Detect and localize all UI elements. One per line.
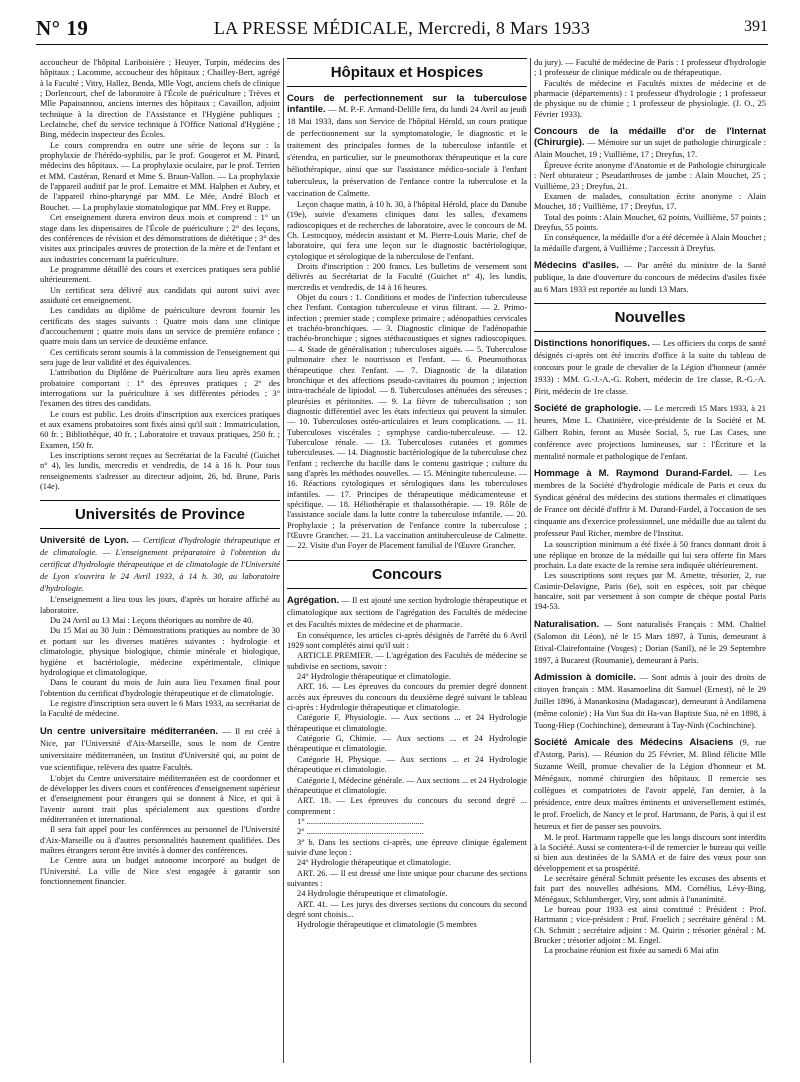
paragraph: M. le prof. Hartmann rappelle que les longs discours sont interdits à la Société. Aussi se contentera-t-il de remercier le bureau qui veille si bien aux destinées de la SAMA et de faire des vœux pour son développement et sa prospérité. [534, 832, 766, 873]
article-title: Admission à domicile. [534, 670, 636, 682]
article-lead: — Il est créé à Nice, par l'Université d'Aix-Marseille, sous le nom de Centre universitaire méditerranéen, un Institut d'Université qui, au point de vue scientifique, relèvera des quatre Facultés. [40, 726, 280, 772]
article-title: Société de graphologie. [534, 402, 641, 414]
paragraph: Droits d'inscription : 200 francs. Les bulletins de versement sont délivrés au Secrétariat de la Faculté (Guichet n° 4), les lundis, mercredis et vendredis, de 14 à 16 heures. [287, 262, 527, 292]
paragraph: Il sera fait appel pour les conférences au personnel de l'Université d'Aix-Marseille ou à d'autres personnalités hautement qualifiées. Des maîtres étrangers seront être invités à donner des conférences. [40, 825, 280, 855]
article-title: Distinctions honorifiques. [534, 337, 650, 349]
paragraph: 24° Hydrologie thérapeutique et climatologie. [297, 858, 451, 868]
paragraph: Le secrétaire général Schmitt présente les excuses des absents et fait part des nouvelles adhésions. MM. Cornélius, Lévy-Bing, Ménégaux, Schlumberger, Viry, sont admis à l'unanimité. [534, 873, 766, 904]
paragraph: Les candidats au diplôme de puériculture devront fournir les certificats des stages suivants : Quatre mois dans une clinique d'accouchement ; quatre mois dans un service de première enfance ; quatre mois dans un service de deuxième enfance. [40, 306, 280, 347]
paragraph: Cet enseignement durera environ deux mois et comprend : 1° un stage dans les dispensaires de l'École de puériculture ; 2° des leçons, des conférences de révision et des démonstrations de diététique ; 3° des visites aux principales œuvres de protection de la mère et de l'enfant et aux industries concernant la puériculture. [40, 213, 280, 264]
paragraph: 2° ........................................................ [297, 827, 424, 837]
paragraph: Le cours comprendra en outre une série de leçons sur : la prophylaxie de l'hérédo-syphilis, par le prof. Gougerot et M. Pinard, médecins des hôpitaux. — La prophylaxie oculaire, par le prof. Terrien et MM. Castéran, Renard et Mme S. Braun-Vallon. — La prophylaxie de l'appareil auditif par le prof. Lemaitre et MM. Halphen et Aubry, et de l'appareil rhino-pharyngé par MM. Le Mée, André Bloch et Bouchet. — La prophylaxie stomatologique par MM. Frey et Ruppe. [40, 140, 280, 212]
article-lead: — Par arrêté du ministre de la Santé publique, la date d'ouverture du concours de médecins d'asiles fixée au 6 Mars 1933 est reportée au lundi 13 Mars. [534, 261, 766, 295]
paragraph: 24 Hydrologie thérapeutique et climatologie. [297, 889, 448, 899]
paragraph: Le Centre aura un budget autonome incorporé au budget de l'Université. La ville de Nice s'est engagée à garantir son fonctionnement financier. [40, 856, 280, 886]
article-title: Agrégation. [287, 593, 340, 605]
article-lead: (9, rue d'Astorg, Paris). — Réunion du 25 Février, M. Blind félicite Mlle Suzanne Weill, promue chevalier de la Légion d'honneur et M. Ménégaux, nommé chirurgien des hôpitaux. Il remercie ses collègues et compatriotes de l'avoir appelé, l'an dernier, à la présidence, entre deux maîtres éminents et universellement estimés, le prof. Froelich, de Nancy et le prof. Hartmann, de Paris, à qui il est heureux et fier de passer ses pouvoirs. [534, 737, 766, 831]
article-naturalisation [534, 618, 766, 666]
article-medaille-or [534, 125, 766, 160]
paragraph: Leçon chaque matin, à 10 h. 30, à l'hôpital Hérold, place du Danube (19e), suivie d'examens cliniques dans les salles, d'examens radioscopiques et de recherches de laboratoire, avec le concours de M. Ch. Lestocquoy, médecin assistant et M. Pierre-Louis Marie, chef de laboratoire, qui fera une leçon sur le diagnostic bactériologique, cytologique et sérologique de la tuberculose de l'enfant. [287, 200, 527, 261]
section-title-universites-province: Universités de Province [40, 500, 280, 529]
paragraph: En conséquence, les articles ci-après désignés de l'arrêté du 6 Avril 1929 sont complétés ainsi qu'il suit : [287, 630, 527, 651]
article-lead: — Sont naturalisés Français : MM. Chaltiel (Salomon dit Léon), né le 15 Mars 1897, à Tunis, demeurant à Etival-Clairefontaine (Vosges) ; Dorian (Sanil), né le 29 Septembre 1897, à Bucarest (Roumanie), demeurant à Paris. [534, 619, 766, 665]
paragraph: Catégorie H, Physique. — Aux sections ... et 24 Hydrologie thérapeutique et climatologie. [287, 754, 527, 775]
article-title: Concours de la médaille d'or de l'Internat (Chirurgie). [534, 125, 766, 148]
article-title: Un centre universitaire méditerranéen. [40, 724, 219, 736]
paragraph: 3° b. Dans les sections ci-après, une épreuve clinique également suivie d'une leçon : [287, 837, 527, 857]
section-title-nouvelles: Nouvelles [534, 303, 766, 332]
article-title: Société Amicale des Médecins Alsaciens [534, 735, 734, 747]
column-middle [287, 58, 527, 1066]
paragraph: La prochaine réunion est fixée au samedi 6 Mai afin [544, 946, 719, 956]
article-admission [534, 671, 766, 731]
masthead [36, 14, 768, 45]
paragraph: Le programme détaillé des cours et exercices pratiques sera publié ultérieurement. [40, 264, 280, 285]
article-distinctions [534, 337, 766, 397]
paragraph: ART. 16. — Les épreuves du concours du premier degré donnent accès aux épreuves du concours du deuxième degré suivant le tableau ci-après : Hydrologie thérapeutique et climatologie. [287, 682, 527, 713]
article-agregation [287, 594, 527, 630]
paragraph: Objet du cours : 1. Conditions et modes de l'infection tuberculeuse chez l'enfant. Contagion tuberculeuse et virus filtrant. — 2. Primo-infection ; premier stade ; complexe primaire ; adénopathies cervicales et trachéo-bronchiques. — 3. Diagnostic clinique de l'adénopathie trachéo-bronchique ; signes stéthacoustiques et signes radioscopiques. — 4. Stade de généralisation ; tuberculoses aiguës. — 5. Tuberculose pulmonaire chez le nourrisson et l'enfant. — 6. Pneumothorax thérapeutique chez l'enfant. — 7. Diagnostic de la dilatation bronchique et des affections pseudo-cavitaires du poumon ; injection intra-trachéale de lipiodol. — 8. Tuberculoses atténuées des séreuses ; pleurésies et péritonites. — 9. La fièvre de tuberculisation ; son diagnostic différentiel avec les états infectieux qui peuvent la simuler. — 10. Tuberculoses ostéo-articulaires et leurs complications. — 11. Tuberculoses viscérales ; symphyse cardio-tuberculeuse. — 12. Tuberculose rénale. — 13. Tuberculoses cutanées et gommes tuberculeuses. — 14. Diagnostic bactériologique de la tuberculose chez l'enfant ; recherche du bacille dans le contenu gastrique ; culture du sang d'après les méthodes nouvelles. — 15. Méningite tuberculeuse. — 16. Réactions cytologiques et sérologiques dans les tuberculoses infantiles. — 17. Principes de thérapeutique médicamenteuse et spécifique. — 18. Héliothérapie et thalassothérapie. — 19. Rôle de l'assistance sociale dans la lutte contre la tuberculose infantile. — 20. Prophylaxie ; la préservation de l'enfance contre la tuberculose ; l'Œuvre Grancher. — 21. La vaccination antituberculeuse de Calmette. — 22. Visite d'un Foyer de Placement familial de l'Œuvre Grancher. [287, 293, 527, 551]
article-lead: — Certificat d'hydrologie thérapeutique et de climatologie. — L'enseignement préparatoire à l'obtention du certificat d'hydrologie thérapeutique et de climatologie de l'Université de Lyon s'ouvrira le 24 Avril 1933, à 14 h. 30, au laboratoire d'hydrologie. [40, 536, 280, 594]
paragraph: Catégorie G, Chimie. — Aux sections ... et 24 Hydrologie thérapeutique et climatologie. [287, 734, 527, 754]
paragraph: Dans le courant du mois de Juin aura lieu l'examen final pour l'obtention du certificat d'hydrologie thérapeutique et de climatologie. [40, 678, 280, 698]
page-number: 391 [744, 18, 768, 35]
article-title: Université de Lyon. [40, 534, 129, 546]
article-lead: — Le mercredi 15 Mars 1933, à 21 heures, Mme L. Chatinière, vice-présidente de la Société et M. Gilbert Robin, feront au Musée Social, 5, rue Las Cases, une conférence avec projections lumineuses, sur : l'Écriture et la mentalité normale et pathologique de l'enfant. [534, 404, 766, 462]
paragraph: Les inscriptions seront reçues au Secrétariat de la Faculté (Guichet n° 4), les lundis, mercredis et vendredis, de 14 à 16 h. Pour tous renseignements s'adresser au directeur adjoint, 26, bd. Brune, Paris (14e). [40, 451, 280, 492]
paragraph: Du 15 Mai au 30 Juin : Démonstrations pratiques au nombre de 30 et portant sur les diverses matières suivantes : hydrologie et climatologie, physique biologique, chimie minérale et biologique, hygiène et bactériologie, médecine expérimentale, clinique hydrologique et climatologique. [40, 626, 280, 677]
paragraph: Le registre d'inscription sera ouvert le 6 Mars 1933, au secrétariat de la Faculté de médecine. [40, 698, 280, 719]
paragraph: accoucheur de l'hôpital Lariboisière ; Heuyer, Turpin, médecins des hôpitaux ; Lacomme, accoucheur des hôpitaux ; Chailley-Bert, agrégé à la Faculté ; Vitry, Hallez, Benda, Mlle Vogt, anciens chefs de clinique ; Dorlencourt, chef de laboratoire à l'École de puériculture ; Trèves et Mlle Papaioannou, anciens internes des hôpitaux ; Cavaillon, adjoint technique à la direction de l'Assistance et l'Hygiène publiques ; Leclainche, chef du service technique à l'Office National d'Hygiène ; Bing, médecin inspecteur des Écoles. [40, 58, 280, 140]
column-left [40, 58, 280, 1066]
paragraph: Total des points : Alain Mouchet, 62 points, Vuillième, 57 points ; Dreyfus, 55 points. [534, 212, 766, 233]
issue-number: N° 19 [36, 16, 89, 40]
paragraph: 24° Hydrologie thérapeutique et climatologie. [297, 672, 451, 682]
paragraph: Le cours est public. Les droits d'inscription aux exercices pratiques et aux examens probatoires sont fixés ainsi qu'il suit : Immatriculation, 60 fr. ; Bibliothèque, 40 fr. ; Laboratoire et travaux pratiques, 250 fr. ; Examen, 150 fr. [40, 409, 280, 450]
article-medecins-alsaciens [534, 736, 766, 832]
article-title: Naturalisation. [534, 617, 600, 629]
paragraph: ART. 41. — Les jurys des diverses sections du concours du second degré sont choisis... [287, 899, 527, 919]
paragraph: Examen de malades, consultation écrite anonyme : Alain Mouchet, 18 ; Vuillième, 17 ; Dreyfus, 17. [534, 192, 766, 212]
paragraph: Ces certificats seront soumis à la commission de l'enseignement qui sera juge de leur validité et des équivalences. [40, 347, 280, 367]
article-title: Hommage à M. Raymond Durand-Fardel. [534, 467, 733, 479]
paragraph: Le bureau pour 1933 est ainsi constitué : Président : Prof. Hartmann ; vice-président : Prof. Froelich ; secrétaire général : M. Ch. Schmitt ; secrétaire adjoint : M. Quirin ; trésorier général : M. Brucker ; trésorier adjoint : M. Engel. [534, 904, 766, 945]
paragraph: Facultés de médecine et Facultés mixtes de médecine et de pharmacie (départements) : 1 professeur d'hydrologie ; 1 professeur de physique ou de chimie ; 1 professeur de physiologie. (J. O., 25 Février 1933). [534, 78, 766, 119]
paragraph: 1° ........................................................ [297, 816, 424, 826]
paragraph: Catégorie F, Physiologie. — Aux sections ... et 24 Hydrologie thérapeutique et climatologie. [287, 713, 527, 733]
section-title-hopitaux: Hôpitaux et Hospices [287, 58, 527, 87]
article-lead: — Les officiers du corps de santé désignés ci-après ont été inscrits d'office à la suite du tableau de concours pour le grade de chevalier de la Légion d'honneur (année 1933) : MM. G.-J.-A.-G. Robert, médecin de 1re classe, R.-G.-A. Pirit, médecin de 1re classe. [534, 339, 766, 397]
article-durand-fardel [534, 467, 766, 539]
article-lyon [40, 534, 280, 594]
paragraph: ARTICLE PREMIER. — L'agrégation des Facultés de médecine se subdivise en sections, savoir : [287, 651, 527, 671]
paragraph: ART. 26. — Il est dressé une liste unique pour chacune des sections suivantes : [287, 868, 527, 888]
column-rule [283, 58, 284, 1063]
paragraph: L'enseignement a lieu tous les jours, d'après un horaire affiché au laboratoire. [40, 595, 280, 615]
article-lead: — Mémoire sur un sujet de pathologie chirurgicale : Alain Mouchet, 19 ; Vuillième, 17 ; Dreyfus, 17. [534, 138, 766, 160]
article-title: Médecins d'asiles. [534, 259, 619, 271]
paragraph: Catégorie I, Médecine générale. — Aux sections ... et 24 Hydrologie thérapeutique et climatologie. [287, 775, 527, 795]
paragraph: Les souscriptions sont reçues par M. Arnette, trésorier, 2, rue Casimir-Delavigne, Paris (6e), soit en espèces, soit par chèque bancaire, soit par versement à son compte de chèque postal Paris 194-53. [534, 571, 766, 612]
article-lead: — Sont admis à jouir des droits de citoyen français : MM. Rasamoelina dit Samuel (Ernest), né le 29 Juillet 1896, à Manankosina (Madagascar), demeurant à Andilamena (même colonie) ; Ha Van Sua dit Ha-van Baptiste Sua, né en 1898, à Tuong-Hiep (Cochinchine), demeurant à Tay-Ninh (Cochinchine). [534, 672, 766, 730]
section-title-concours: Concours [287, 560, 527, 589]
article-centre-mediterraneen [40, 725, 280, 773]
paragraph: ART. 18. — Les épreuves du concours du second degré ... comprennent : [287, 796, 527, 816]
article-title: Cours de perfectionnement sur la tuberculose infantile. [287, 92, 527, 114]
article-lead: — M. P.-F. Armand-Delille fera, du lundi 24 Avril au jeudi 18 Mai 1933, dans son Service de l'hôpital Hérold, un cours pratique de perfectionnement sur la symptomatologie, le diagnostic et le traitement des principales formes de la tuberculose infantile et s'étendra, en particulier, sur le pneumothorax thérapeutique et la cure héliothérapique, ainsi que sur l'assistance médico-sociale à l'enfant tuberculeux, la préservation de l'enfance contre la tuberculose et la vaccination de Calmette. [287, 105, 527, 198]
paragraph: Épreuve écrite anonyme d'Anatomie et de Pathologie chirurgicale : Nerf obturateur ; Pseudarthroses de jambe : Alain Mouchet, 25 ; Vuillième, 23 ; Dreyfus, 21. [534, 161, 766, 191]
paragraph: Un certificat sera délivré aux candidats qui auront suivi avec assiduité cet enseignement. [40, 285, 280, 305]
journal-title: LA PRESSE MÉDICALE, Mercredi, 8 Mars 1933 [213, 18, 591, 38]
paragraph: L'objet du Centre universitaire méditerranéen est de coordonner et de développer les divers cours et conférences d'enseignement supérieur et d'enseignement pour étrangers qui se donnent à Nice, et qui à l'avenir auront trait plus spécialement aux questions d'ordre méditerranéen et international. [40, 773, 280, 824]
paragraph: La souscription minimum a été fixée à 50 francs donnant droit à une réplique en bronze de la médaille qui lui sera offerte fin Mars prochain. La date exacte de la remise sera indiquée ultérieurement. [534, 540, 766, 570]
article-graphologie [534, 402, 766, 462]
article-tuberculose [287, 92, 527, 199]
paragraph: du jury). — Faculté de médecine de Paris : 1 professeur d'hydrologie ; 1 professeur de clinique médicale ou de thérapeutique. [534, 58, 766, 78]
paragraph: L'attribution du Diplôme de Puériculture aura lieu après examen probatoire comportant : 1° des épreuves pratiques ; 2° des interrogations sur la puériculture à ses différentes périodes ; 3° l'examen des titres des candidats. [40, 368, 280, 409]
column-right [534, 58, 766, 1066]
paragraph: Du 24 Avril au 13 Mai : Leçons théoriques au nombre de 40. [50, 616, 254, 626]
article-lead: — Il est ajouté une section hydrologie thérapeutique et climatologique aux sections de l'agrégation des Facultés de médecine et des Facultés mixtes de médecine et de pharmacie. [287, 595, 527, 629]
column-rule [530, 58, 531, 1063]
paragraph: En conséquence, la médaille d'or a été décernée à Alain Mouchet ; la médaille d'argent, à Vuillième ; l'accessit à Dreyfus. [534, 233, 766, 253]
article-lead: — Les membres de la Société d'hydrologie médicale de Paris et ceux du Syndicat général des médecins des stations thermales et climatiques de France ont décidé d'offrir à M. Durand-Fardel, à l'occasion de ses cinquante ans d'exercice professionnel, une médaille due au talent du professeur Paul Richer, membre de l'Institut. [534, 469, 766, 539]
article-asiles [534, 259, 766, 295]
paragraph: Hydrologie thérapeutique et climatologie (5 membres [297, 920, 477, 930]
